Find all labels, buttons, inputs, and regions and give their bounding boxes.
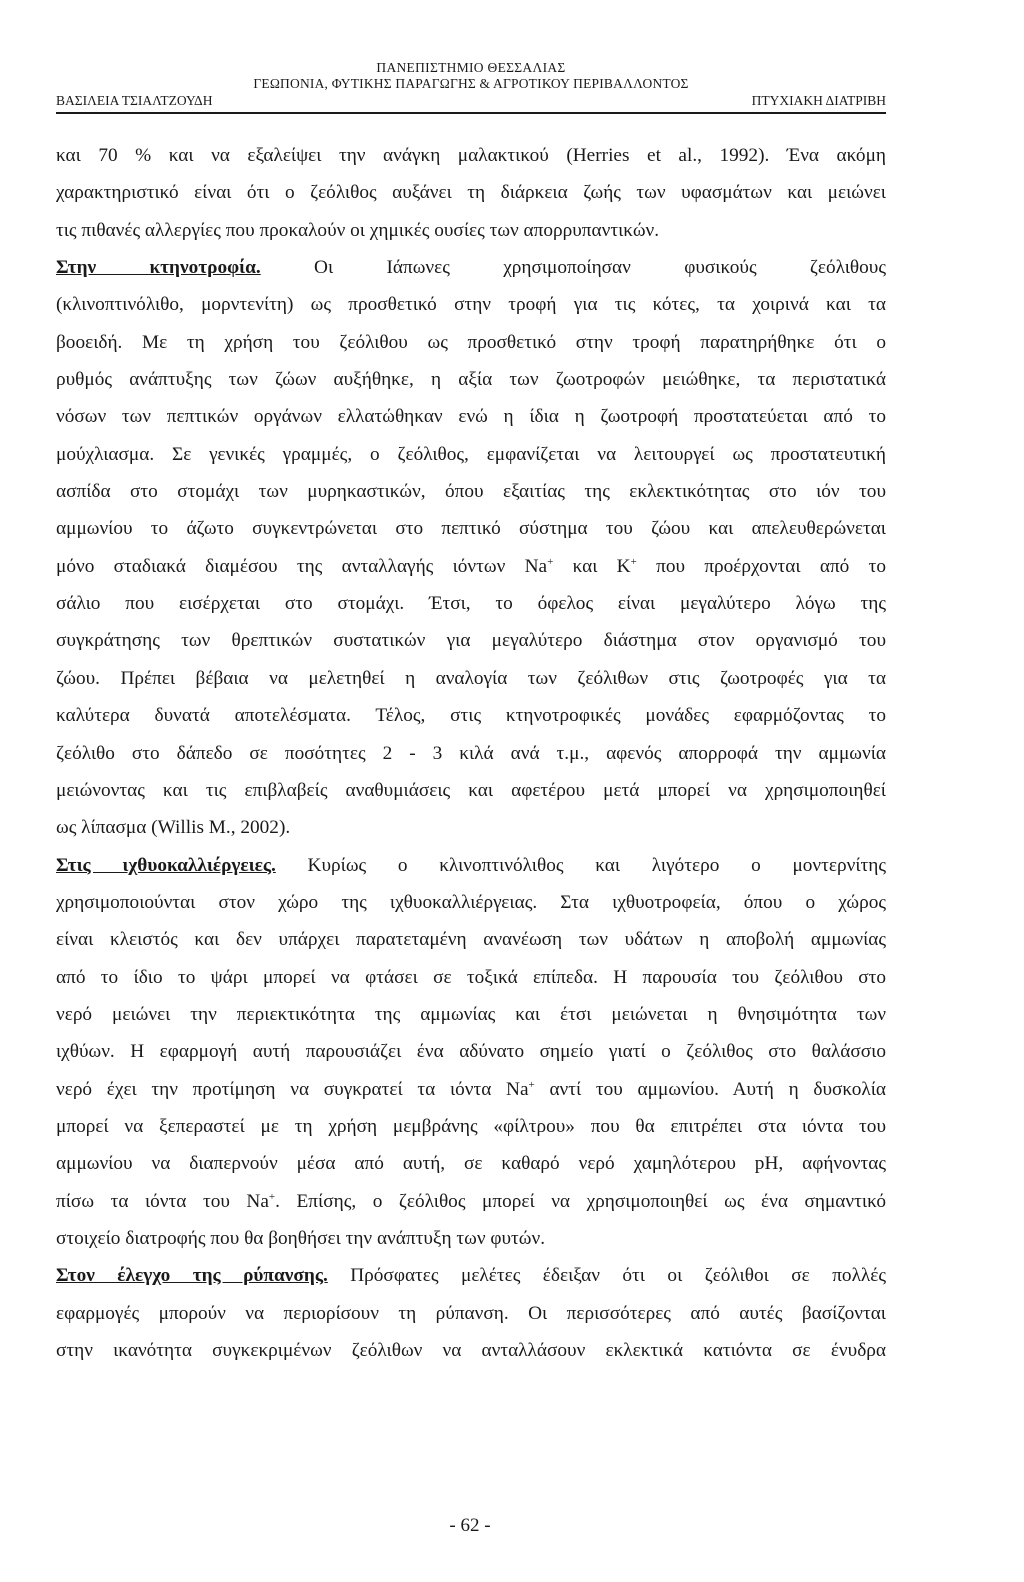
text-line: Στην κτηνοτροφία. Οι Ιάπωνες χρησιμοποίησαν φυσικούς ζεόλιθους — [56, 257, 886, 279]
superscript-plus: + — [268, 1190, 276, 1203]
header-department: ΓΕΩΠΟΝΙΑ, ΦΥΤΙΚΗΣ ΠΑΡΑΓΩΓΗΣ & ΑΓΡΟΤΙΚΟΥ ΠΕΡΙΒΑΛΛΟΝΤΟΣ — [253, 76, 689, 91]
text-line: (κλινοπτινόλιθο, μορντενίτη) ως προσθετικό στην τροφή για τις κότες, τα χοιρινά και τα — [56, 294, 886, 316]
body-text — [56, 137, 886, 1369]
text-line: εφαρμογές μπορούν να περιορίσουν τη ρύπανση. Οι περισσότερες από αυτές βασίζονται — [56, 1302, 886, 1324]
text-line: μειώνοντας και τις επιβλαβείς αναθυμιάσεις και αφετέρου μετά μπορεί να χρησιμοποιηθεί — [56, 779, 886, 801]
header-rule — [56, 112, 886, 114]
text-line: μόνο σταδιακά διαμέσου της ανταλλαγής ιόντων Na+ και K+ που προέρχονται από το — [56, 555, 886, 577]
text-line: βοοειδή. Με τη χρήση του ζεόλιθου ως προσθετικό στην τροφή παρατηρήθηκε ότι ο — [56, 331, 886, 353]
text-line: στην ικανότητα συγκεκριμένων ζεόλιθων να ανταλλάσουν εκλεκτικά κατιόντα σε ένυδρα — [56, 1340, 886, 1361]
text-line: είναι κλειστός και δεν υπάρχει παρατεταμένη ανανέωση των υδάτων η αποβολή αμμωνίας — [56, 929, 886, 951]
header-document-type: ΠΤΥΧΙΑΚΗ ΔΙΑΤΡΙΒΗ — [751, 93, 886, 108]
text-line: Στον έλεγχο της ρύπανσης. Πρόσφατες μελέτες έδειξαν ότι οι ζεόλιθοι σε πολλές — [56, 1265, 887, 1287]
header-author: ΒΑΣΙΛΕΙΑ ΤΣΙΑΛΤΖΟΥΔΗ — [56, 93, 213, 108]
text-line: ασπίδα στο στομάχι των μυρηκαστικών, όπου εξαιτίας της εκλεκτικότητας στο ιόν του — [56, 481, 886, 503]
text-line: νερό μειώνει την περιεκτικότητα της αμμωνίας και έτσι μειώνεται η θνησιμότητα των — [56, 1003, 886, 1025]
header-university: ΠΑΝΕΠΙΣΤΗΜΙΟ ΘΕΣΣΑΛΙΑΣ — [376, 60, 566, 75]
text-line: μπορεί να ξεπεραστεί με τη χρήση μεμβράνης «φίλτρου» που θα επιτρέπει στα ιόντα του — [56, 1115, 886, 1137]
text-line: χαρακτηριστικό είναι ότι ο ζεόλιθος αυξάνει τη διάρκεια ζωής των υφασμάτων και μειώνει — [56, 182, 886, 204]
text-line: ρυθμός ανάπτυξης των ζώων αυξήθηκε, η αξία των ζωοτροφών μειώθηκε, τα περιστατικά — [56, 369, 886, 391]
text-line: αμμωνίου να διαπερνούν μέσα από αυτή, σε καθαρό νερό χαμηλότερου pH, αφήνοντας — [56, 1153, 886, 1175]
section-heading-fish-farming: Στις ιχθυοκαλλιέργειες. — [56, 854, 276, 876]
text-line: Στις ιχθυοκαλλιέργειες. Κυρίως ο κλινοπτινόλιθος και λιγότερο ο μοντερνίτης — [56, 854, 886, 876]
text-line: ζεόλιθο στο δάπεδο σε ποσότητες 2 - 3 κιλά ανά τ.μ., αφενός απορροφά την αμμωνία — [56, 742, 886, 764]
superscript-plus: + — [528, 1078, 535, 1091]
text-line: τις πιθανές αλλεργίες που προκαλούν οι χημικές ουσίες των απορρυπαντικών. — [56, 219, 660, 241]
text-line: νερό έχει την προτίμηση να συγκρατεί τα ιόντα Na+ αντί του αμμωνίου. Αυτή η δυσκολία — [56, 1078, 886, 1100]
text-line: αμμωνίου το άζωτο συγκεντρώνεται στο πεπτικό σύστημα του ζώου και απελευθερώνεται — [56, 518, 886, 540]
superscript-plus: + — [630, 555, 637, 568]
text-line: συγκράτησης των θρεπτικών συστατικών για μεγαλύτερο διάστημα στον οργανισμό του — [56, 630, 886, 652]
page-number: - 62 - — [449, 1515, 491, 1536]
text-line: νόσων των πεπτικών οργάνων ελλατώθηκαν ενώ η ίδια η ζωοτροφή προστατεύεται από το — [56, 406, 886, 428]
text-line: σάλιο που εισέρχεται στο στομάχι. Έτσι, το όφελος είναι μεγαλύτερο λόγω της — [56, 593, 886, 615]
section-heading-livestock: Στην κτηνοτροφία. — [56, 257, 261, 279]
superscript-plus: + — [547, 555, 554, 568]
page-header — [56, 60, 886, 122]
text-line: από το ίδιο το ψάρι μπορεί να φτάσει σε τοξικά επίπεδα. Η παρουσία του ζεόλιθου στο — [56, 966, 886, 988]
text-line: ιχθύων. Η εφαρμογή αυτή παρουσιάζει ένα αδύνατο σημείο γιατί ο ζεόλιθος στο θαλάσσιο — [56, 1041, 886, 1063]
text-line: χρησιμοποιούνται στον χώρο της ιχθυοκαλλιέργειας. Στα ιχθυοτροφεία, όπου ο χώρος — [56, 891, 886, 913]
text-line: πίσω τα ιόντα του Na+. Επίσης, ο ζεόλιθος μπορεί να χρησιμοποιηθεί ως ένα σημαντικό — [56, 1190, 886, 1212]
text-line: μούχλιασμα. Σε γενικές γραμμές, ο ζεόλιθος, εμφανίζεται να λειτουργεί ως προστατευτική — [56, 443, 886, 465]
text-line: στοιχείο διατροφής που θα βοηθήσει την ανάπτυξη των φυτών. — [56, 1227, 546, 1249]
text-line: καλύτερα δυνατά αποτελέσματα. Τέλος, στις κτηνοτροφικές μονάδες εφαρμόζοντας το — [56, 705, 886, 727]
text-line: και 70 % και να εξαλείψει την ανάγκη μαλακτικού (Herries et al., 1992). Ένα ακόμη — [56, 145, 886, 166]
section-heading-pollution-control: Στον έλεγχο της ρύπανσης. — [56, 1265, 328, 1287]
text-line: ζώου. Πρέπει βέβαια να μελετηθεί η αναλογία των ζεόλιθων στις ζωοτροφές για τα — [56, 667, 886, 689]
text-line: ως λίπασμα (Willis M., 2002). — [56, 817, 291, 839]
